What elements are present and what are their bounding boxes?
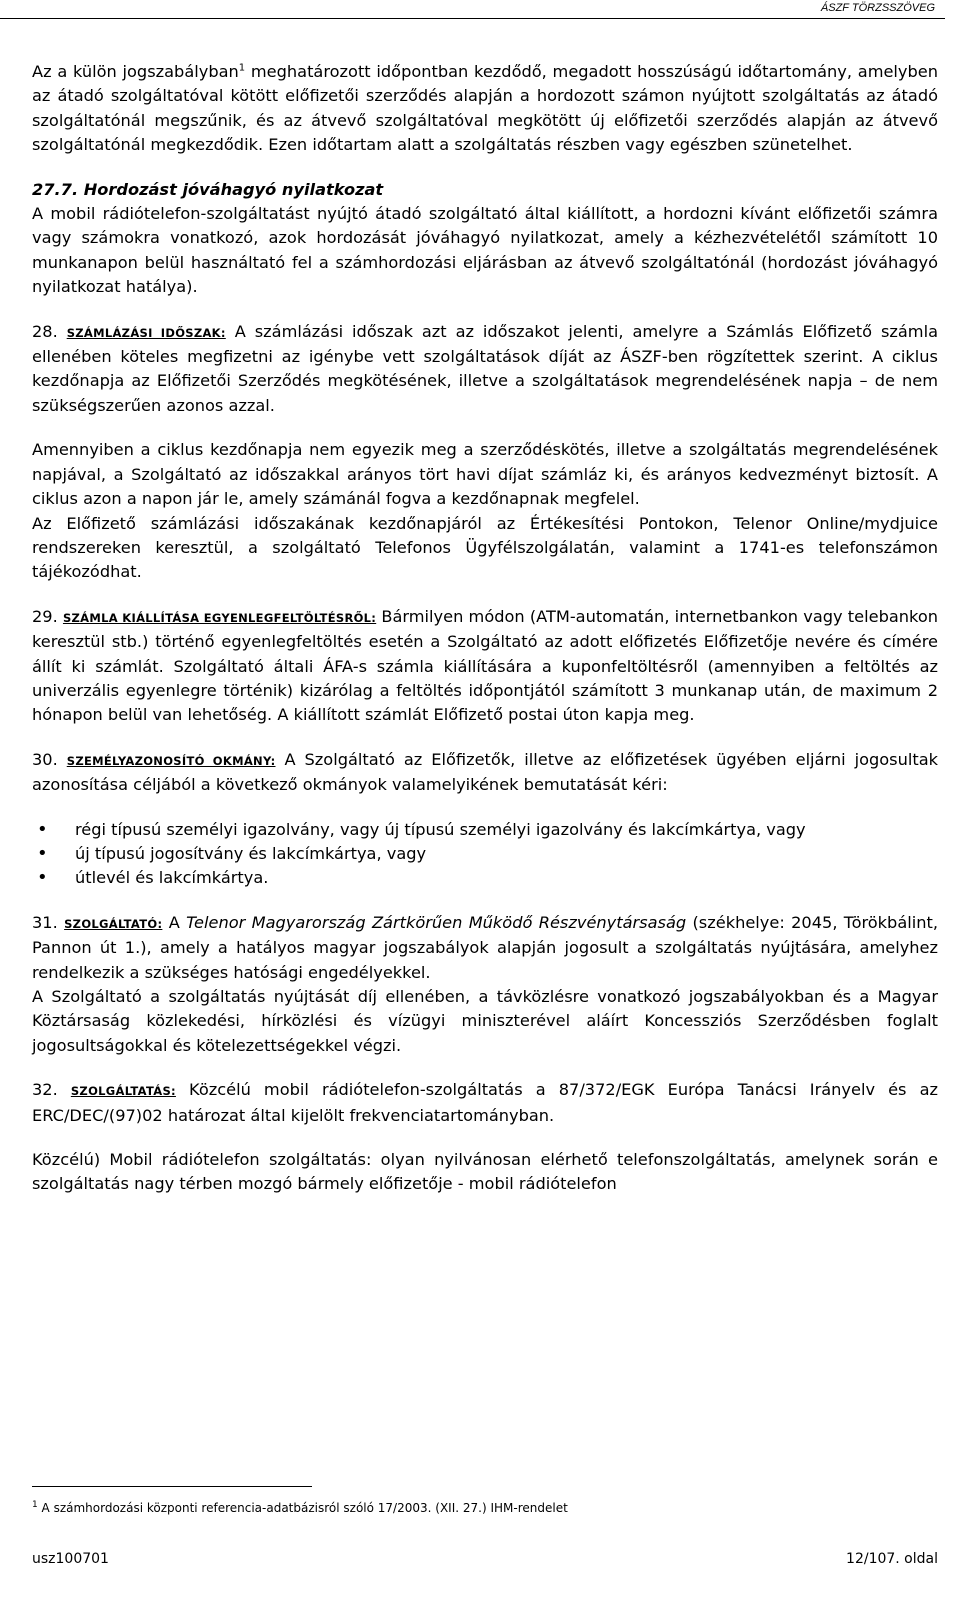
list-item: • új típusú jogosítvány és lakcímkártya, vagy <box>32 842 938 866</box>
page-footer <box>32 1551 938 1567</box>
section-27-7 <box>32 178 938 300</box>
footnote-number: 1 <box>32 1500 38 1510</box>
list-item: • útlevél és lakcímkártya. <box>32 866 938 890</box>
section-30-term: SZEMÉLYAZONOSÍTÓ OKMÁNY: <box>66 753 276 768</box>
section-31-term: SZOLGÁLTATÓ: <box>64 916 163 931</box>
section-30 <box>32 748 938 798</box>
document-body <box>32 60 938 1197</box>
section-31-text: (székhelye: 2045, Törökbálint, Pannon út 1.), amely a hatályos magyar jogszabályok alapján jogosult a szolgáltatás nyújtására, amelyhez rendelkezik a szükséges hatósági engedélyekkel. <box>32 912 938 982</box>
section-30-number: 30. <box>32 749 58 769</box>
section-29-term: SZÁMLA KIÁLLÍTÁSA EGYENLEGFELTÖLTÉSRŐL: <box>62 610 377 625</box>
list-item: • régi típusú személyi igazolvány, vagy új típusú személyi igazolvány és lakcímkártya, vagy <box>32 818 938 842</box>
section-32-term: SZOLGÁLTATÁS: <box>70 1084 176 1099</box>
section-28-number: 28. <box>32 321 58 341</box>
document-id: usz100701 <box>32 1551 109 1567</box>
section-28-term: SZÁMLÁZÁSI IDŐSZAK: <box>66 325 226 340</box>
section-31 <box>32 911 938 985</box>
footnote-ref[interactable]: 1 <box>238 62 246 74</box>
id-document-list <box>32 818 938 891</box>
intro-text-rest: meghatározott időpontban kezdődő, megadott hosszúságú időtartomány, amelyben az átadó szolgáltatóval kötött előfizetői szerződés alapján a hordozott számon nyújtott szolgáltatás az átadó szolgáltatónál megszűnik, és az átvevő szolgáltatóval megkötött új előfizetői szerződés alapján az átvevő szolgáltatónál megkezdődik. Ezen időtartam alatt a szolgáltatás részben vagy egészben szünetelhet. <box>32 62 938 155</box>
section-28 <box>32 320 938 419</box>
section-31-paragraph-2: A Szolgáltató a szolgáltatás nyújtását díj ellenében, a távközlésre vonatkozó jogszabályokban és a Magyar Köztársaság közlekedési, hírközlési és vízügyi miniszterével aláírt Koncessziós Szerződésben foglalt jogosultságokkal és kötelezettségekkel végzi. <box>32 987 938 1055</box>
section-27-7-text: A mobil rádiótelefon-szolgáltatást nyújtó átadó szolgáltató által kiállított, a hordozni kívánt előfizetői számra vagy számokra vonatkozó, azok hordozását jóváhagyó nyilatkozat, amely a kézhezvételétől számított 10 munkanapon belül használtató fel a számhordozási eljárásban az átvevő szolgáltatónál (hordozást jóváhagyó nyilatkozat hatálya). <box>32 204 938 297</box>
section-28-paragraph-3: Az Előfizető számlázási időszakának kezdőnapjáról az Értékesítési Pontokon, Telenor Online/mydjuice rendszereken keresztül, a szolgáltató Telefonos Ügyfélszolgálatán, valamint a 1741-es telefonszámon tájékozódhat. <box>32 513 938 582</box>
section-32-paragraph-2: Közcélú) Mobil rádiótelefon szolgáltatás: olyan nyilvánosan elérhető telefonszolgáltatás, amelynek során e szolgáltatás nagy térben mozgó bármely előfizetője - mobil rádiótelefon <box>32 1150 938 1194</box>
page-number: 12/107. oldal <box>846 1551 938 1567</box>
footnote-text: A számhordozási központi referencia-adatbázisról szóló 17/2003. (XII. 27.) IHM-rendelet <box>37 1501 568 1515</box>
section-30-text: A Szolgáltató az Előfizetők, illetve az előfizetések ügyében eljárni jogosultak azonosítása céljából a következő okmányok valamelyikének bemutatását kéri: <box>32 749 938 795</box>
section-28-text: A számlázási időszak azt az időszakot jelenti, amelyre a Számlás Előfizető számla ellenében köteles megfizetni az igénybe vett szolgáltatások díját az ÁSZF-ben rögzítettek szerint. A ciklus kezdőnapja az Előfizetői Szerződés megkötésének, illetve a szolgáltatások megrendelésének napja – de nem szükségszerűen azonos azzal. <box>32 321 938 415</box>
section-32-text: Közcélú mobil rádiótelefon-szolgáltatás a 87/372/EGK Európa Tanácsi Irányelv és az ERC/DEC/(97)02 határozat által kijelölt frekvenciatartományban. <box>32 1080 938 1125</box>
section-29-number: 29. <box>32 606 58 626</box>
section-32 <box>32 1078 938 1128</box>
intro-paragraph <box>32 60 938 158</box>
section-31-number: 31. <box>32 912 58 932</box>
footnote <box>32 1500 932 1516</box>
section-29 <box>32 605 938 728</box>
section-31-pre: A <box>162 912 187 932</box>
footnote-divider <box>32 1486 312 1487</box>
section-29-text: Bármilyen módon (ATM-automatán, internetbankon vagy telebankon keresztül stb.) történő egyenlegfeltöltés esetén a Szolgáltató az adott előfizetés Előfizetője nevére és címére állít ki számlát. Szolgáltató általi ÁFA-s számla kiállítására a kuponfeltöltésről (amennyiben a feltöltés az univerzális egyenlegre történik) kizárólag a feltöltés időpontjától számított 3 munkanap után, de maximum 2 hónapon belül van lehetőség. A kiállított számlát Előfizető postai úton kapja meg. <box>32 606 938 725</box>
header-title: ÁSZF TÖRZSSZÖVEG <box>820 2 935 14</box>
section-27-7-title: 27.7. Hordozást jóváhagyó nyilatkozat <box>32 179 384 199</box>
section-28-paragraph-2: Amennyiben a ciklus kezdőnapja nem egyezik meg a szerződéskötés, illetve a szolgáltatás megrendelésének napjával, a Szolgáltató az időszakkal arányos tört havi díjat számláz ki, és arányos kedvezményt biztosít. A ciklus azon a napon jár le, amely számánál fogva a kezdőnapnak megfelel. <box>32 440 938 509</box>
section-31-company: Telenor Magyarország Zártkörűen Működő Részvénytársaság <box>186 912 687 932</box>
page-header <box>0 0 945 19</box>
section-32-number: 32. <box>32 1080 58 1100</box>
intro-text-start: Az a külön jogszabályban <box>32 62 239 81</box>
